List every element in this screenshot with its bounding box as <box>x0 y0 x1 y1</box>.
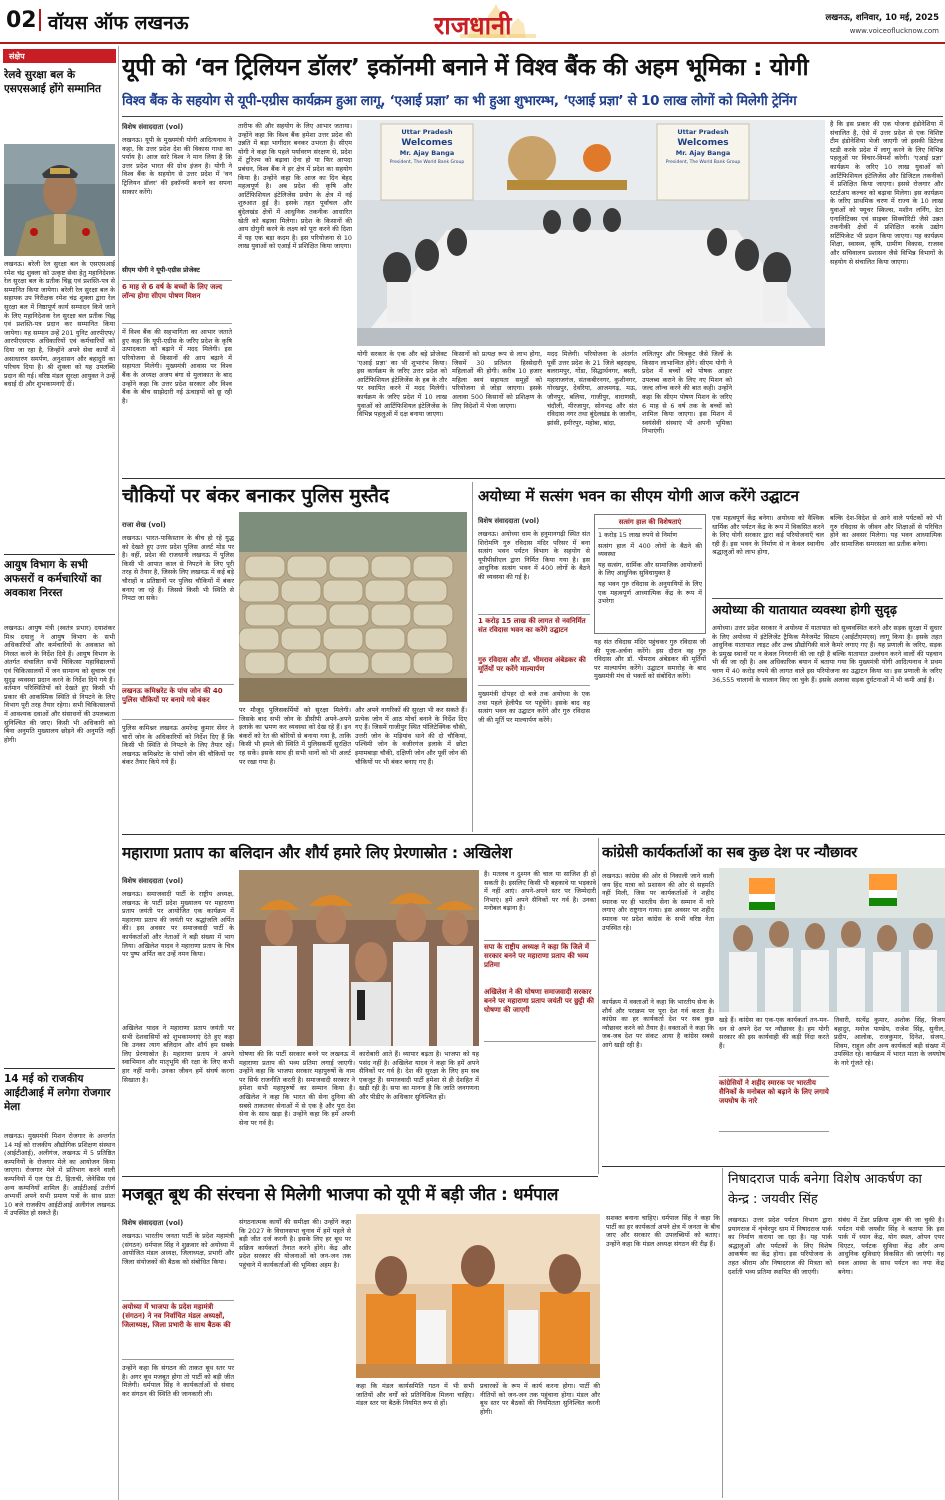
features-box <box>594 514 706 634</box>
booth-col2: संगठनात्मक कार्यों की समीक्षा की। उन्होंने कहा कि 2027 के विधानसभा चुनाव में हमें पहले से बड़ी जीत दर्ज करनी है। इसके लिए हर बूथ पर सक्रिय कार्यकर्ता तैनात करने होंगे। केंद्र और प्रदेश सरकार की योजनाओं को जन-जन तक पहुंचाने में कार्यकर्ताओं की भूमिका अहम है। <box>239 1218 351 1269</box>
pratap-byline: विशेष संवाददाता (vol) <box>122 877 184 885</box>
world-bank-meeting-photo <box>357 120 825 346</box>
lead-story <box>122 46 945 478</box>
congress-headline: कांग्रेसी कार्यकर्ताओं का सब कुछ देश पर न्यौछावर <box>602 845 857 861</box>
congress-col4: तिवारी, सत्येंद्र कुमार, अशोक सिंह, विजय बहादुर, मनोज पाण्डेय, राजेश सिंह, सुनील, प्रदीप, आलोक, राजकुमार, दिनेश, संजय, शिवम, राहुल और अन्य कार्यकर्ता बड़ी संख्या में उपस्थित रहे। कार्यक्रम में भारत माता के जयघोष के नारे गूंजते रहे। <box>834 1016 945 1067</box>
ayodhya-headline: अयोध्या में सत्संग भवन का सीएम योगी आज करेंगे उद्घाटन <box>478 487 800 505</box>
booth-headline: मजबूत बूथ की संरचना से मिलेगी भाजपा को यूपी में बड़ी जीत : धर्मपाल <box>122 1185 559 1205</box>
lead-col1-sub: सीएम योगी ने यूपी-एग्रीस प्रोजेक्ट <box>122 266 200 274</box>
sidebar <box>0 46 119 1500</box>
lead-byline: विशेष संवाददाता (vol) <box>122 123 184 131</box>
section-title: वॉयस ऑफ लखनऊ <box>48 12 189 34</box>
brief-1-headline: रेलवे सुरक्षा बल के एसएसआई होंगे सम्मानित <box>4 69 101 95</box>
booth-col4: प्रचारकों के रूप में कार्य करना होगा। पार्टी की नीतियों को जन-जन तक पहुंचाना होगा। मंडल और बूथ स्तर पर बैठकों की नियमितता सुनिश्चित करनी होगी। <box>480 1382 600 1416</box>
ayodhya-byline: विशेष संवाददाता (vol) <box>478 517 540 525</box>
section-rule <box>122 478 945 479</box>
congress-col3: खड़े हैं। कांग्रेस का एक-एक कार्यकर्ता तन-मन-धन से अपने देश पर न्यौछावर है। हम योगी सरकार की इस कार्यवाही की कड़ी निंदा करते हैं। <box>719 1016 829 1050</box>
lead-pull-quote: 6 माह से 6 वर्ष के बच्चों के लिए जल्द लॉन्च होगा सीएम पोषण मिशन <box>122 280 232 324</box>
ayodhya-story <box>476 480 945 832</box>
banner-line-4: President, The World Bank Group <box>389 160 465 165</box>
bunker-byline: राजा शेख (vol) <box>122 521 166 529</box>
officer-portrait-icon <box>4 144 115 256</box>
nishad-col1: लखनऊ। उत्तर प्रदेश पर्यटन विभाग द्वारा प्रयागराज में शृंग्वेरपुर धाम में निषादराज पार्क का निर्माण कराया जा रहा है। यह पार्क श्रद्धालुओं और पर्यटकों के लिए विशेष आकर्षण का केंद्र होगा। इस परियोजना के तहत श्रीराम और निषादराज की मित्रता को दर्शाती भव्य प्रतिमा स्थापित की जाएगी। <box>728 1216 832 1276</box>
crowd-photo-icon <box>239 870 479 1046</box>
booth-col1: लखनऊ। भारतीय जनता पार्टी के प्रदेश महामंत्री (संगठन) धर्मपाल सिंह ने शुक्रवार को अयोध्या में आयोजित मंडल अध्यक्ष, जिलाध्यक्ष, प्रभारी और जिला संयोजकों की बैठक को संबोधित किया। <box>122 1232 234 1266</box>
lead-col6: ललितपुर और चित्रकूट जैसे जिलों के किसान लाभान्वित होंगे। सीएम योगी ने प्रदेश में बच्चों को पोषक आहार उपलब्ध कराने के लिए नए मिशन को जल्द लॉन्च करने की बात कही। उन्होंने कहा कि सीएम पोषण मिशन के जरिए 6 माह से 6 वर्ष तक के बच्चों को शामिल किया जाएगा। इस मिशन में स्वयंसेवी संस्थाएं भी अपनी भूमिका निभाएंगी। <box>642 350 732 436</box>
congress-pull-quote: कांग्रेसियों ने शहीद स्मारक पर भारतीय सैनिकों के मनोबल को बढ़ाने के लिए लगाये जयघोष के नारे <box>719 1076 829 1132</box>
ayodhya-col2: मुख्यमंत्री दोपहर दो बजे तक अयोध्या के एक तथा पहले हेलीपैड पर पहुंचेंगे। इसके बाद वह सत्संग भवन का उद्घाटन करेंगे और गुरु रविदास जी की मूर्ति पर माल्यार्पण करेंगे। <box>478 690 590 724</box>
congress-rally-photo <box>719 868 945 1012</box>
lead-col5: मदद मिलेगी। परियोजना के अंतर्गत पूर्वी उत्तर प्रदेश के 21 जिले बहराइच, बलरामपुर, गोंडा, सिद्धार्थनगर, बस्ती, महाराजगंज, संतकबीरनगर, कुशीनगर, गोरखपुर, देवरिया, आजमगढ़, मऊ, जौनपुर, बलिया, गाजीपुर, वाराणसी, चंदौली, मीरजापुर, सोनभद्र और संत रविदास नगर तथा बुंदेलखंड के जालौन, झांसी, हमीरपुर, महोबा, बांदा, <box>547 350 637 427</box>
column-rule <box>598 838 599 1174</box>
booth-pull-quote: अयोध्या में भाजपा के प्रदेश महामंत्री (संगठन) ने नव निर्वाचित मंडल अध्यक्षों, जिलाध्यक्ष, जिला प्रभारी के साथ बैठक की <box>122 1300 234 1360</box>
section-rule <box>122 1176 598 1177</box>
bunker-col2: पर मौजूद पुलिसकर्मियों को सुरक्षा मिलेगी। जिसके बाद सभी जोन के डीसीपी अपने-अपने इलाके का भ्रमण कर व्यवस्था को देख रहे हैं। इन बंकरों को रेत की बोरियों से बनाया गया है, ताकि किसी भी हमले की स्थिति में पुलिसकर्मी सुरक्षित रह सकें। इसके साथ ही सभी थानों को भी अलर्ट पर रखा गया है। <box>239 706 351 766</box>
banner-right <box>659 128 747 167</box>
pratap-headline: महाराणा प्रताप का बलिदान और शौर्य हमारे लिए प्रेरणास्रोत : अखिलेश <box>122 844 512 862</box>
website: www.voiceoflucknow.com <box>849 27 939 35</box>
lead-col3: योगी सरकार के एक और बड़े प्रोजेक्ट 'एआई प्रज्ञा' का भी शुभारंभ किया। इस कार्यक्रम के जरिए उत्तर प्रदेश को आर्टिफिशियल इंटेलिजेंस के हब के तौर पर स्थापित करने में मदद मिलेगी। कार्यक्रम के जरिए प्रदेश में 10 लाख युवाओं को आर्टिफिशियल इंटेलिजेंस के विभिन्न पहलुओं में दक्ष बनाया जाएगा। <box>357 350 447 419</box>
ayodhya-pull-quote: 1 करोड़ 15 लाख की लागत से नवनिर्मित संत रविदास भवन का करेंगे उद्घाटन <box>478 614 590 652</box>
booth-col3: कहा कि मंडल कार्यसमिति गठन में भी सभी जातियों और वर्गों को प्रतिनिधित्व मिलना चाहिए। मंडल स्तर पर बैठकें नियमित रूप से हों। <box>356 1382 474 1408</box>
congress-col2: कार्यक्रम में वक्ताओं ने कहा कि भारतीय सेना के शौर्य और पराक्रम पर पूरा देश गर्व करता है। कांग्रेस का हर कार्यकर्ता देश पर सब कुछ न्यौछावर करने को तैयार है। वक्ताओं ने कहा कि जब-जब देश पर संकट आया है कांग्रेस सबसे आगे खड़ी रही है। <box>602 998 714 1049</box>
booth-byline: विशेष संवाददाता (vol) <box>122 1219 184 1227</box>
banner-line-1: Uttar Pradesh <box>677 128 729 136</box>
features-item: यह भवन गुरु रविदास के अनुयायियों के लिए एक महत्वपूर्ण आध्यात्मिक केंद्र के रूप में उभरेगा <box>598 579 702 606</box>
section-rule <box>602 1166 945 1167</box>
sandbag-bunker-icon <box>239 512 467 702</box>
dateline: लखनऊ, शनिवार, 10 मई, 2025 <box>825 13 939 23</box>
bunker-col3: और अपने नागरिकों की सुरक्षा भी कर सकते हैं। प्रत्येक जोन में आठ मोर्चा बनाने के निर्देश दिए गए हैं। जिसमें गाजीपुर स्थित पॉलिटेक्निक चौकी, उत्तरी जोन के मड़ियांव थाने की दो चौकियां, पश्चिमी जोन के वजीरगंज इलाके में छोटा इमामबाड़ा चौकी, दक्षिणी जोन और पूर्वी जोन की चौकियों पर भी बंकर बनाए गए हैं। <box>355 706 467 766</box>
ayodhya-pull-quote-2: गुरु रविदास और डॉ. भीमराव अंबेडकर की मूर्तियों पर करेंगे माल्यार्पण <box>478 656 590 686</box>
features-box-title: सत्संग हाल की विशेषताएं <box>598 517 702 529</box>
banner-line-3: Mr. Ajay Banga <box>675 149 731 157</box>
brief-divider <box>4 1068 115 1069</box>
akhilesh-event-photo <box>239 870 479 1046</box>
congress-story <box>602 836 945 1136</box>
lead-subhead: विश्व बैंक के सहयोग से यूपी-एग्रीस कार्यक्रम हुआ लागू, ‘एआई प्रज्ञा’ का भी हुआ शुभारम्भ, ‘एआई प्रज्ञा’ से 10 लाख लोगों को मिलेगी ट्रेनिंग <box>122 93 797 109</box>
ayodhya-col1: लखनऊ। अयोध्या धाम के हनुमानगढ़ी स्थित संत शिरोमणि गुरु रविदास मंदिर परिसर में बना सत्संग भवन पर्यटन विभाग के सहयोग से यूपीपीसीएल द्वारा निर्मित किया गया है। इस आधुनिक सत्संग भवन में 400 लोगों के बैठने की व्यवस्था की गई है। <box>478 530 590 581</box>
bunker-story <box>122 480 470 832</box>
brief-2-headline: आयुष विभाग के सभी अफसरों व कर्मचारियों का अवकाश निरस्त <box>4 559 102 599</box>
pratap-story <box>122 836 596 1176</box>
section-rule <box>122 834 945 835</box>
pratap-col2: घोषणा की कि पार्टी सरकार बनने पर लखनऊ में महाराणा प्रताप की भव्य प्रतिमा लगाई जाएगी। उन्होंने कहा कि भाजपा सरकार महापुरुषों के नाम पर सिर्फ राजनीति करती है। समाजवादी सरकार ने हमेशा सभी महापुरुषों का सम्मान किया है। अखिलेश ने कहा कि भारत की सेना दुनिया की सबसे ताकतवर सेनाओं में से एक है और पूरा देश सेना के साथ खड़ा है। उन्होंने कहा कि हमें अपनी सेना पर गर्व है। <box>239 1050 355 1127</box>
box-rule <box>712 598 943 599</box>
traffic-body: अयोध्या। उत्तर प्रदेश सरकार ने अयोध्या में यातायात को सुव्यवस्थित करने और सड़क सुरक्षा में सुधार के लिए अयोध्या में इंटेलिजेंट ट्रैफिक मैनेजमेंट सिस्टम (आईटीएमएस) लागू किया है। इसके तहत आधुनिक यातायात लाइट और उच्च प्रौद्योगिकी वाले कैमरे लगाए गए हैं। यह प्रणाली के जरिए, सड़क के प्रमुख स्थानों पर न केवल निगरानी की जा रही है बल्कि यातायात उल्लंघन करने वालों की पहचान भी की जा रही है। अब अधिकारिक बयान में बताया गया कि मुख्यमंत्री योगी आदित्यनाथ ने प्रथम चरण में 40 करोड़ रुपये की लागत वाले इस परियोजना का उद्घाटन किया था। इस प्रणाली के जरिए 36,555 चालानों के चालान किए जा चुके हैं। इसके अलावा सड़क दुर्घटनाओं में भी कमी आई है। <box>712 624 942 684</box>
ayodhya-col5: बल्कि देश-विदेश से आने वाले पर्यटकों को भी गुरु रविदास के जीवन और शिक्षाओं से परिचित होने का अवसर मिलेगा। यह भवन आध्यात्मिक और सामाजिक समरसता का प्रतीक बनेगा। <box>830 514 942 548</box>
pratap-col4: है। मतलब न दुश्मन की चाल या साजिश ही हो सकती है। इसलिए किसी भी बहकावे या भड़कावे में नहीं आएं। अपने-अपने स्तर पर जिम्मेदारी निभाएं। हमें अपने सैनिकों पर गर्व है। उनका मनोबल बढ़ाना है। <box>484 870 596 913</box>
masthead-divider <box>39 9 41 31</box>
banner-line-3: Mr. Ajay Banga <box>399 149 455 157</box>
bunker-col1: लखनऊ। भारत-पाकिस्तान के बीच हो रहे युद्ध को देखते हुए उत्तर प्रदेश पुलिस अलर्ट मोड पर है। वहीं, प्रदेश की राजधानी लखनऊ में पुलिस किसी भी आपात काल से निपटने के लिए पूरी तरह से तैयार है, जिसके लिए लखनऊ में कई बड़े चौराहों व प्रतिष्ठानों पर पुलिस चौकियों में बंकर बनाए जा रहे हैं। जिससे किसी भी स्थिति से निपटा जा सके। <box>122 534 234 603</box>
congress-col1: लखनऊ। कांग्रेस की ओर से निकाली जाने वाली जय हिंद यात्रा को प्रशासन की ओर से सहमति नहीं मिली, जिस पर कार्यकर्ताओं ने शहीद स्मारक पर ही भारतीय सेना के सम्मान में नारे लगाए और राष्ट्रगान गाया। इस अवसर पर शहीद स्मारक पर प्रदेश कांग्रेस के सभी वरिष्ठ नेता उपस्थित रहे। <box>602 872 714 932</box>
sidebar-label: संक्षेप <box>3 49 116 63</box>
booth-story <box>122 1178 720 1498</box>
banner-line-2: Welcomes <box>677 138 729 148</box>
brand-logo <box>430 2 562 42</box>
nishad-headline: निषादराज पार्क बनेगा विशेष आकर्षण का केन्द्र : जयवीर सिंह <box>728 1172 922 1207</box>
banner-line-4: President, The World Bank Group <box>665 160 741 165</box>
dharmpal-meeting-photo <box>356 1214 600 1378</box>
lead-rule <box>122 116 943 117</box>
lead-headline: यूपी को ‘वन ट्रिलियन डॉलर’ इकॉनमी बनाने में विश्व बैंक की अहम भूमिका : योगी <box>122 53 809 81</box>
banner-line-1: Uttar Pradesh <box>401 128 453 136</box>
lead-col2: तारीफ की और सहयोग के लिए आभार जताया। उन्होंने कहा कि विश्व बैंक हमेशा उत्तर प्रदेश की उन्नति में बड़ा भागीदार बनकर उभरता है। सीएम योगी ने कहा कि पहले पर्यावरण संरक्षण से, प्रदेश में टूरिज्म को बढ़ावा देना हो या फिर आपदा प्रबंधन, विश्व बैंक ने हर क्षेत्र में प्रदेश का सहयोग किया है। उन्होंने कहा कि आज का दिन बेहद महत्वपूर्ण है। अब प्रदेश की कृषि और आर्टिफिशियल इंटेलिजेंस प्रयोग के क्षेत्र में नई शुरुआत हुई है। इसके तहत पूर्वांचल और बुंदेलखंड क्षेत्रों में आधुनिक तकनीक आधारित खेती को बढ़ावा मिलेगा। प्रदेश के किसानों की आय दोगुनी करने के लक्ष्य को पूरा करने की दिशा में यह एक बड़ा कदम है। इस परियोजना से 10 लाख युवाओं को एआई में प्रशिक्षित किया जाएगा। <box>238 122 352 251</box>
rpf-officer-photo <box>4 144 115 256</box>
lead-col7: है कि इस प्रकार की एक योजना इंडोनेशिया में संचालित है, ऐसे में उत्तर प्रदेश से एक विशिष्ट टीम इंडोनेशिया भेजी जाएगी जो इसकी डिटेल्ड स्टडी करके प्रदेश में लागू करने के लिए विभिन्न पहलुओं पर विचार-विमर्श करेगी। 'एआई प्रज्ञा' कार्यक्रम के जरिए 10 लाख युवाओं को आर्टिफिशियल इंटेलिजेंस और डिजिटल तकनीकों में प्रशिक्षित किया जाएगा। इससे रोजगार और स्टार्टअप कल्चर को बढ़ावा मिलेगा। इस कार्यक्रम के जरिए प्राथमिक चरण में राज्य के 10 लाख युवाओं को फ्यूचर स्किल्स, मशीन लर्निंग, डेटा एनालिटिक्स एवं साइबर सिक्योरिटी जैसे उन्नत तकनीकी क्षेत्रों में प्रशिक्षित करके उद्योग सर्टिफिकेट भी प्रदान किया जाएगा। यह कार्यक्रम शिक्षा, स्वास्थ्य, कृषि, ग्रामीण विकास, राजस्व और सचिवालय प्रशासन जैसे विभिन्न विभागों के सहयोग से संचालित किया जाएगा। <box>830 120 943 266</box>
nishad-col2: संबंध में टेंडर प्रक्रिया शुरू की जा चुकी है। पर्यटन मंत्री जयवीर सिंह ने बताया कि इस पार्क में ध्यान केंद्र, योग स्थल, ओपन एयर थिएटर, पर्यटक सुविधा केंद्र और अन्य आधुनिक सुविधाएं विकसित की जाएंगी। यह स्थल आस्था के साथ पर्यटन का नया केंद्र बनेगा। <box>838 1216 944 1276</box>
column-rule <box>722 1168 723 1498</box>
brief-2-body: लखनऊ। आयुष मंत्री (स्वतंत्र प्रभार) दयाशंकर मिश्र दयालु ने आयुष विभाग के सभी अधिकारियों और कर्मचारियों के अवकाश को निरस्त करने के निर्देश दिये हैं। आयुष विभाग के अंतर्गत संचालित सभी चिकित्सा महाविद्यालयों एवं चिकित्सालयों में जन सामान्य को सुचारू एवं सुदृढ़ व्यवस्था प्रदान करने के निर्देश दिये गये हैं। वर्तमान परिस्थितियों को देखते हुए किसी भी प्रकार की आकस्मिक स्थिति से निपटने के लिए विभाग पूरी तरह तैयार रहेगा। सभी चिकित्सालयों में आवश्यक दवाओं और संसाधनों की उपलब्धता सुनिश्चित की जाए। किसी भी अधिकारी को बिना अनुमति मुख्यालय छोड़ने की अनुमति नहीं होगी। <box>4 624 115 744</box>
bunker-col1b: पुलिस कमिश्नर लखनऊ अमरेन्द्र कुमार सेंगर ने चारों जोन के अधिकारियों को निर्देश दिए हैं कि किसी भी स्थिति से निपटने के लिए तैयार रहें। लखनऊ कमिश्नरेट के पांचों जोन की चौकियों पर बंकर तैयार किये गये हैं। <box>122 724 234 767</box>
brief-3-headline: 14 मई को राजकीय आईटीआई में लगेगा रोजगार मेला <box>4 1073 111 1113</box>
features-item: 1 करोड़ 15 लाख रुपये से निर्माण <box>598 531 677 539</box>
lead-col1b: में विश्व बैंक की सहभागिता का आभार जताते हुए कहा कि यूपी-एग्रीस के जरिए प्रदेश के कृषि उत्पादकता को बढ़ाने में मदद मिलेगी। इस परियोजना से किसानों की आय बढ़ाने में सहायता मिलेगी। मुख्यमंत्री आवास पर विश्व बैंक के अध्यक्ष अजय बंगा से मुलाकात के बाद उन्होंने कहा कि उत्तर प्रदेश सरकार और विश्व बैंक के बीच साझेदारी नई ऊंचाइयों को छू रही है। <box>122 328 232 405</box>
podium-photo-icon <box>356 1214 600 1378</box>
rally-photo-icon <box>719 868 945 1012</box>
nishad-story <box>724 1168 945 1498</box>
booth-col5: सशक्त बनाना चाहिए। धर्मपाल सिंह ने कहा कि पार्टी का हर कार्यकर्ता अपने क्षेत्र में जनता के बीच जाए और सरकार की उपलब्धियों को बताए। उन्होंने कहा कि मंडल अध्यक्ष संगठन की रीढ़ हैं। <box>606 1214 720 1248</box>
pratap-col1: लखनऊ। समाजवादी पार्टी के राष्ट्रीय अध्यक्ष, लखनऊ के पार्टी प्रदेश मुख्यालय पर महाराणा प्रताप जयंती पर आयोजित एक कार्यक्रम में महाराणा प्रताप की जयंती पर श्रद्धांजलि अर्पित की। इस अवसर पर समाजवादी पार्टी के कार्यकर्ताओं और नेताओं ने बड़ी संख्या में भाग लिया। अखिलेश यादव ने महाराणा प्रताप के चित्र पर पुष्प अर्पित कर उन्हें नमन किया। <box>122 890 234 959</box>
ayodhya-col3: यह संत रविदास मंदिर पहुंचकर गुरु रविदास जी की पूजा-अर्चना करेंगे। इस दौरान वह गुरु रविदास और डॉ. भीमराव अंबेडकर की मूर्तियों पर माल्यार्पण करेंगे। उद्घाटन समारोह के बाद मुख्यमंत्री मंच से भक्तों को संबोधित करेंगे। <box>594 638 706 681</box>
brief-divider <box>4 554 115 555</box>
logo-text: राजधानी <box>434 11 512 40</box>
traffic-headline: अयोध्या की यातायात व्यवस्था होगी सुदृढ़ <box>712 602 897 617</box>
features-item: यह सत्संग, धार्मिक और सामाजिक आयोजनों के लिए आधुनिक सुविधायुक्त है <box>598 560 702 578</box>
page-number: 02 <box>6 8 37 33</box>
sandbag-bunker-photo <box>239 512 467 702</box>
booth-col1b: उन्होंने कहा कि संगठन की ताकत बूथ स्तर पर है। अगर बूथ मजबूत होगा तो पार्टी को बड़ी जीत मिलेगी। धर्मपाल सिंह ने कार्यकर्ताओं से संवाद कर संगठन की स्थिति की जानकारी ली। <box>122 1364 234 1398</box>
ayodhya-col4: एक महत्वपूर्ण केंद्र बनेगा। अयोध्या को वैश्विक धार्मिक और पर्यटन केंद्र के रूप में विकसित करने के लिए योगी सरकार द्वारा कई परियोजनाएँ चल रही हैं। इस भवन के निर्माण से न केवल स्थानीय श्रद्धालुओं को लाभ होगा, <box>712 514 824 557</box>
pratap-col1b: अखिलेश यादव ने महाराणा प्रताप जयंती पर सभी देशवासियों को शुभकामनाएं देते हुए कहा कि उनका त्याग बलिदान और शौर्य हम सबके लिए प्रेरणास्रोत है। महाराणा प्रताप ने अपने स्वाभिमान और मातृभूमि की रक्षा के लिए कभी हार नहीं मानी। उनका जीवन हमें संघर्ष करना सिखाता है। <box>122 1024 234 1084</box>
banner-line-2: Welcomes <box>401 138 453 148</box>
bunker-headline: चौकियों पर बंकर बनाकर पुलिस मुस्तैद <box>122 485 390 507</box>
lead-col1: लखनऊ। यूपी के मुख्यमंत्री योगी आदित्यनाथ ने कहा, कि उत्तर प्रदेश देश की विकास गाथा का पर्याय है। आज सारे विश्व ने मान लिया है कि उत्तर प्रदेश भारत की ग्रोथ इंजन है। योगी ने विश्व बैंक के सहयोग से उत्तर प्रदेश में 'वन ट्रिलियन डॉलर' की इकॉनमी बनाने का सपना साकार करेंगे। <box>122 136 232 196</box>
features-item: सत्संग हाल में 400 लोगों के बैठने की व्यवस्था <box>598 541 702 559</box>
pratap-pull-quote-2: अखिलेश ने की घोषणा समाजवादी सरकार बनने पर महाराणा प्रताप जयंती पर छुट्टी की घोषणा की जाएगी <box>484 988 596 1042</box>
pratap-col3: कारोबारी आते हैं। व्यापार बढ़ता है। भाजपा को यह पसंद नहीं है। अखिलेश यादव ने कहा कि हमें अपने सैनिकों पर गर्व है। देश की सुरक्षा के लिए हम सब एकजुट हैं। समाजवादी पार्टी हमेशा से ही देशहित में खड़ी रही है। सपा का मानना है कि जाति जनगणना और पीडीए के अधिकार सुनिश्चित हों। <box>359 1050 479 1101</box>
bunker-pull-quote: लखनऊ कमिश्नरेट के पांच जोन की 40 पुलिस चौकियों पर बनाये गये बंकर <box>122 684 234 720</box>
brief-1-body: लखनऊ। बरेली रेल सुरक्षा बल के एसएसआई रमेश चंद्र शुक्ला को उत्कृष्ट सेवा हेतु महानिदेशक रेल सुरक्षा बल के प्रतीक चिह्न एवं प्रशस्ति-पत्र से सम्मानित किया जायेगा। बरेली रेल सुरक्षा बल के सहायक उप निरीक्षक रमेश चंद्र शुक्ला द्वारा रेल सुरक्षा बल में निष्ठापूर्ण कार्य सम्पादन किये जाने के लिए महानिदेशक रेल सुरक्षा बल प्रतीक चिह्न एवं प्रशस्ति-पत्र प्रदान कर सम्मानित किया जायेगा। यह सम्मान उन्हें 201 युनिट आरपीएफ/आरपीएसएफ अधिकारियों एवं कर्मचारियों को दिया जा रहा है, जिन्होंने अपने सेवा कार्यों में असाधारण समर्पण, अनुशासन और बहादुरी का परिचय दिया है। श्री शुक्ला को यह उपलब्धि प्रदान की गई। वरिष्ठ मंडल सुरक्षा आयुक्त ने उन्हें बधाई दी और शुभकामनाएँ दीं। <box>4 260 115 389</box>
banner-left <box>383 128 471 167</box>
column-rule <box>472 482 473 832</box>
pratap-pull-quote-1: सपा के राष्ट्रीय अध्यक्ष ने कहा कि जिले में सरकार बनने पर महाराणा प्रताप की भव्य प्रतिमा <box>484 940 596 984</box>
brief-3-body: लखनऊ। मुख्यमंत्री मिशन रोजगार के अन्तर्गत 14 मई को राजकीय औद्योगिक प्रशिक्षण संस्थान (आईटीआई), अलीगंज, लखनऊ में 5 प्रतिष्ठित कम्पनियों के रोजगार मेले का आयोजन किया जाएगा। रोजगार मेले में प्रतिभाग करने वाली कम्पनियों में एल एंड टी, हिताची, जेनेसिस एवं अन्य कम्पनियाँ शामिल हैं। आईटीआई उत्तीर्ण अभ्यर्थी अपने सभी प्रमाण पत्रों के साथ प्रातः 10 बजे राजकीय आईटीआई अलीगंज लखनऊ में उपस्थित हो सकते हैं। <box>4 1132 115 1218</box>
lead-col4: किसानों को प्रत्यक्ष रूप से लाभ होगा, जिसमें 30 प्रतिशत हिस्सेदारी महिलाओं की होगी। करीब 10 हजार महिला स्वयं सहायता समूहों को परियोजना से जोड़ा जाएगा। इसके अलावा 500 किसानों को प्रशिक्षण के लिए विदेशों में भेजा जाएगा। <box>452 350 542 410</box>
masthead <box>0 0 945 44</box>
